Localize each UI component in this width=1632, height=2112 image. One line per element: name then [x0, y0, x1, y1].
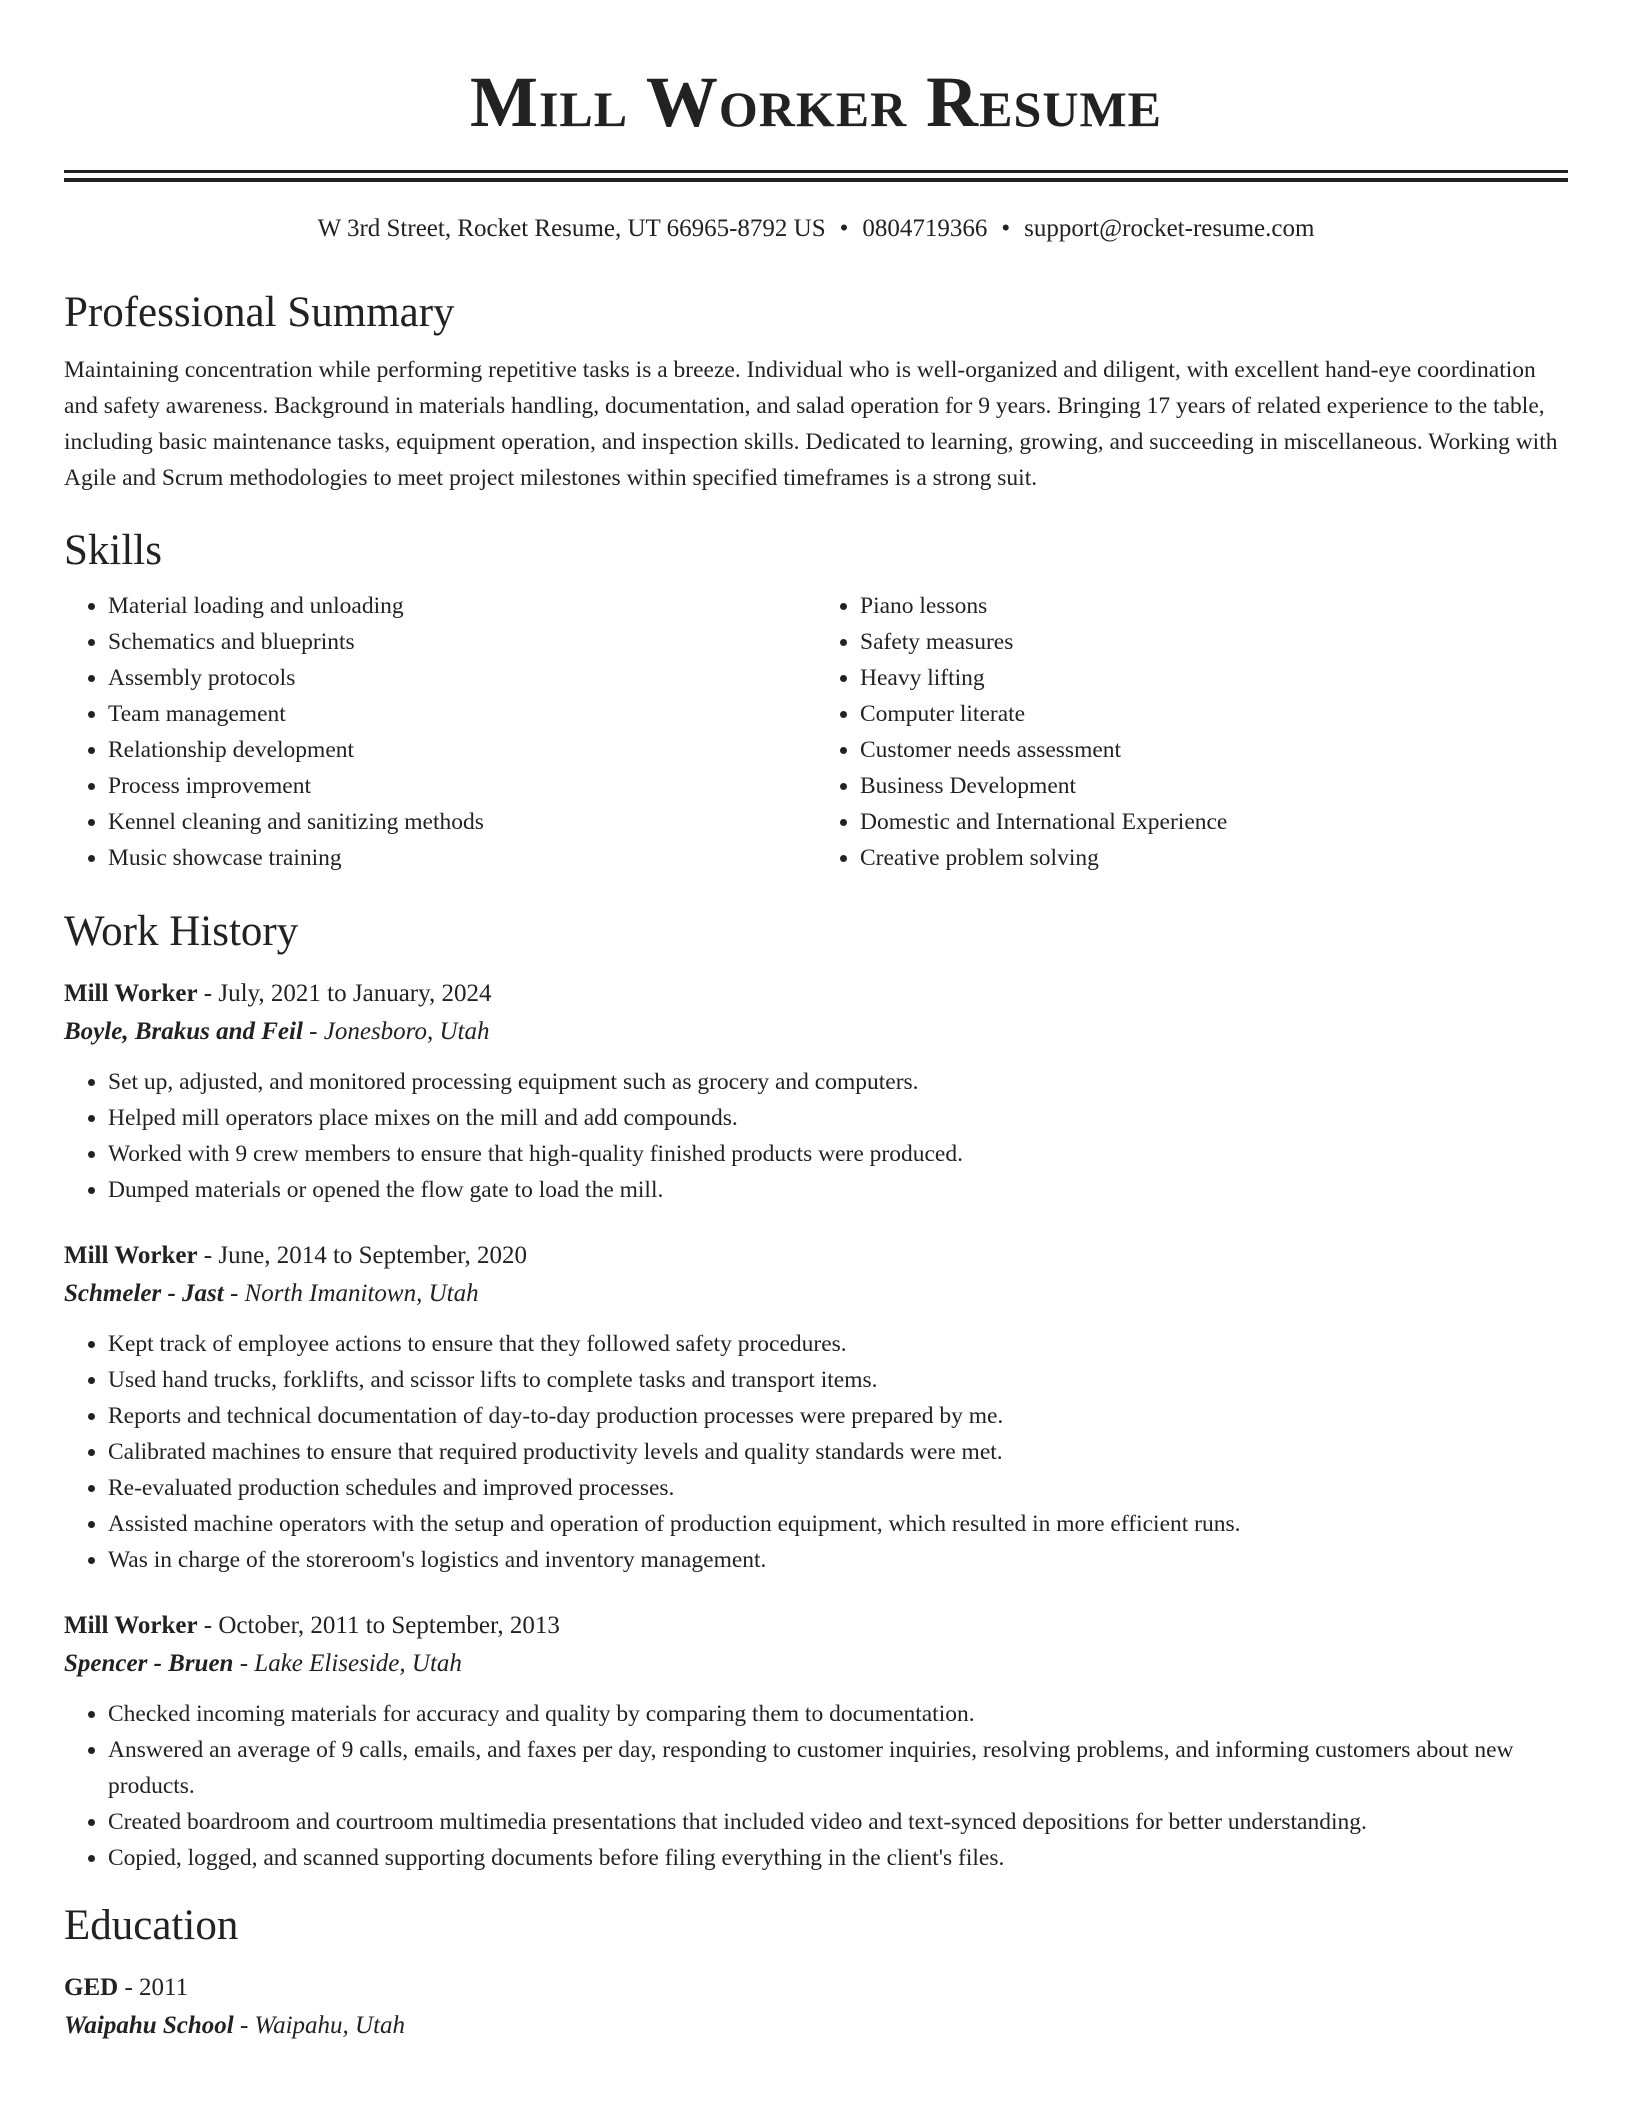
graduation-year: - 2011: [118, 1974, 189, 2001]
job-title-line: [64, 975, 1568, 1013]
education-heading: Education: [64, 1902, 239, 1949]
company-line: [64, 1013, 1568, 1051]
job-dates: - June, 2014 to September, 2020: [197, 1242, 528, 1269]
contact-separator: •: [839, 215, 849, 242]
skill-item: • Heavy lifting: [860, 660, 1568, 696]
resume-title: Mill Worker Resume: [470, 62, 1162, 142]
company-name: Spencer - Bruen: [64, 1650, 234, 1677]
job-entry: [64, 1607, 1568, 1876]
contact-email: support@rocket-resume.com: [1024, 215, 1315, 242]
job-dates: - July, 2021 to January, 2024: [197, 980, 492, 1007]
company-name: Schmeler - Jast: [64, 1280, 224, 1307]
school-line: [64, 2007, 1568, 2045]
job-duties: [64, 1326, 1568, 1578]
skill-item: • Music showcase training: [108, 840, 816, 876]
skills-list: [64, 588, 1568, 876]
skills-heading: Skills: [64, 527, 162, 574]
skill-item: • Kennel cleaning and sanitizing methods: [108, 804, 816, 840]
school-location: - Waipahu, Utah: [233, 2012, 406, 2039]
skill-item: • Business Development: [860, 768, 1568, 804]
job-title: Mill Worker: [64, 1242, 198, 1269]
job-duty-item: • Copied, logged, and scanned supporting documents before filing everything in the client's files.: [108, 1840, 1568, 1876]
job-title: Mill Worker: [64, 980, 198, 1007]
skill-item: • Team management: [108, 696, 816, 732]
company-location: - Jonesboro, Utah: [302, 1018, 490, 1045]
skill-item: • Material loading and unloading: [108, 588, 816, 624]
company-location: - North Imanitown, Utah: [223, 1280, 479, 1307]
company-location: - Lake Eliseside, Utah: [233, 1650, 462, 1677]
job-duty-item: • Answered an average of 9 calls, emails, and faxes per day, responding to customer inquiries, resolving problems, and informing customers about new products.: [108, 1732, 1568, 1804]
skill-item: • Relationship development: [108, 732, 816, 768]
job-duty-item: • Created boardroom and courtroom multimedia presentations that included video and text-synced depositions for better understanding.: [108, 1804, 1568, 1840]
degree: GED: [64, 1974, 119, 2001]
work-history-heading: Work History: [64, 908, 299, 955]
skills-column-right: [816, 588, 1568, 876]
job-duties: [64, 1064, 1568, 1208]
job-dates: - October, 2011 to September, 2013: [197, 1612, 560, 1639]
company-name: Boyle, Brakus and Feil: [64, 1018, 303, 1045]
skill-item: • Customer needs assessment: [860, 732, 1568, 768]
job-duties: [64, 1696, 1568, 1876]
job-duty-item: • Set up, adjusted, and monitored processing equipment such as grocery and computers.: [108, 1064, 1568, 1100]
company-line: [64, 1275, 1568, 1313]
contact-address: W 3rd Street, Rocket Resume, UT 66965-8792 US: [317, 215, 826, 242]
skill-item: • Assembly protocols: [108, 660, 816, 696]
job-duty-item: • Re-evaluated production schedules and improved processes.: [108, 1470, 1568, 1506]
job-duty-item: • Worked with 9 crew members to ensure that high-quality finished products were produced.: [108, 1136, 1568, 1172]
contact-separator: •: [1001, 215, 1011, 242]
skills-column-left: [64, 588, 816, 876]
school-name: Waipahu School: [64, 2012, 234, 2039]
job-duty-item: • Calibrated machines to ensure that required productivity levels and quality standards were met.: [108, 1434, 1568, 1470]
summary-text: Maintaining concentration while performing repetitive tasks is a breeze. Individual who is well-organized and diligent, with excellent hand-eye coordination and safety awareness. Background in materials handling, documentation, and salad operation for 9 years. Bringing 17 years of related experience to the table, including basic maintenance tasks, equipment operation, and inspection skills. Dedicated to learning, growing, and succeeding in miscellaneous. Working with Agile and Scrum methodologies to meet project milestones within specified timeframes is a strong suit.: [64, 357, 1558, 491]
job-title-line: [64, 1607, 1568, 1645]
job-duty-item: • Dumped materials or opened the flow gate to load the mill.: [108, 1172, 1568, 1208]
job-duty-item: • Used hand trucks, forklifts, and scissor lifts to complete tasks and transport items.: [108, 1362, 1568, 1398]
job-duty-item: • Was in charge of the storeroom's logistics and inventory management.: [108, 1542, 1568, 1578]
title-divider: [64, 170, 1568, 182]
skill-item: • Creative problem solving: [860, 840, 1568, 876]
job-title-line: [64, 1237, 1568, 1275]
skill-item: • Computer literate: [860, 696, 1568, 732]
job-entry: [64, 975, 1568, 1208]
degree-line: [64, 1969, 1568, 2007]
skill-item: • Piano lessons: [860, 588, 1568, 624]
job-duty-item: • Helped mill operators place mixes on the mill and add compounds.: [108, 1100, 1568, 1136]
skill-item: • Safety measures: [860, 624, 1568, 660]
job-title: Mill Worker: [64, 1612, 198, 1639]
skill-item: • Process improvement: [108, 768, 816, 804]
summary-heading: Professional Summary: [64, 289, 455, 336]
job-duty-item: • Kept track of employee actions to ensure that they followed safety procedures.: [108, 1326, 1568, 1362]
education-entry: [64, 1969, 1568, 2045]
skill-item: • Schematics and blueprints: [108, 624, 816, 660]
job-duty-item: • Assisted machine operators with the setup and operation of production equipment, which resulted in more efficient runs.: [108, 1506, 1568, 1542]
job-duty-item: • Checked incoming materials for accuracy and quality by comparing them to documentation.: [108, 1696, 1568, 1732]
skill-item: • Domestic and International Experience: [860, 804, 1568, 840]
job-entry: [64, 1237, 1568, 1578]
contact-line: [64, 213, 1568, 245]
job-duty-item: • Reports and technical documentation of day-to-day production processes were prepared by me.: [108, 1398, 1568, 1434]
company-line: [64, 1645, 1568, 1683]
contact-phone: 0804719366: [862, 215, 988, 242]
